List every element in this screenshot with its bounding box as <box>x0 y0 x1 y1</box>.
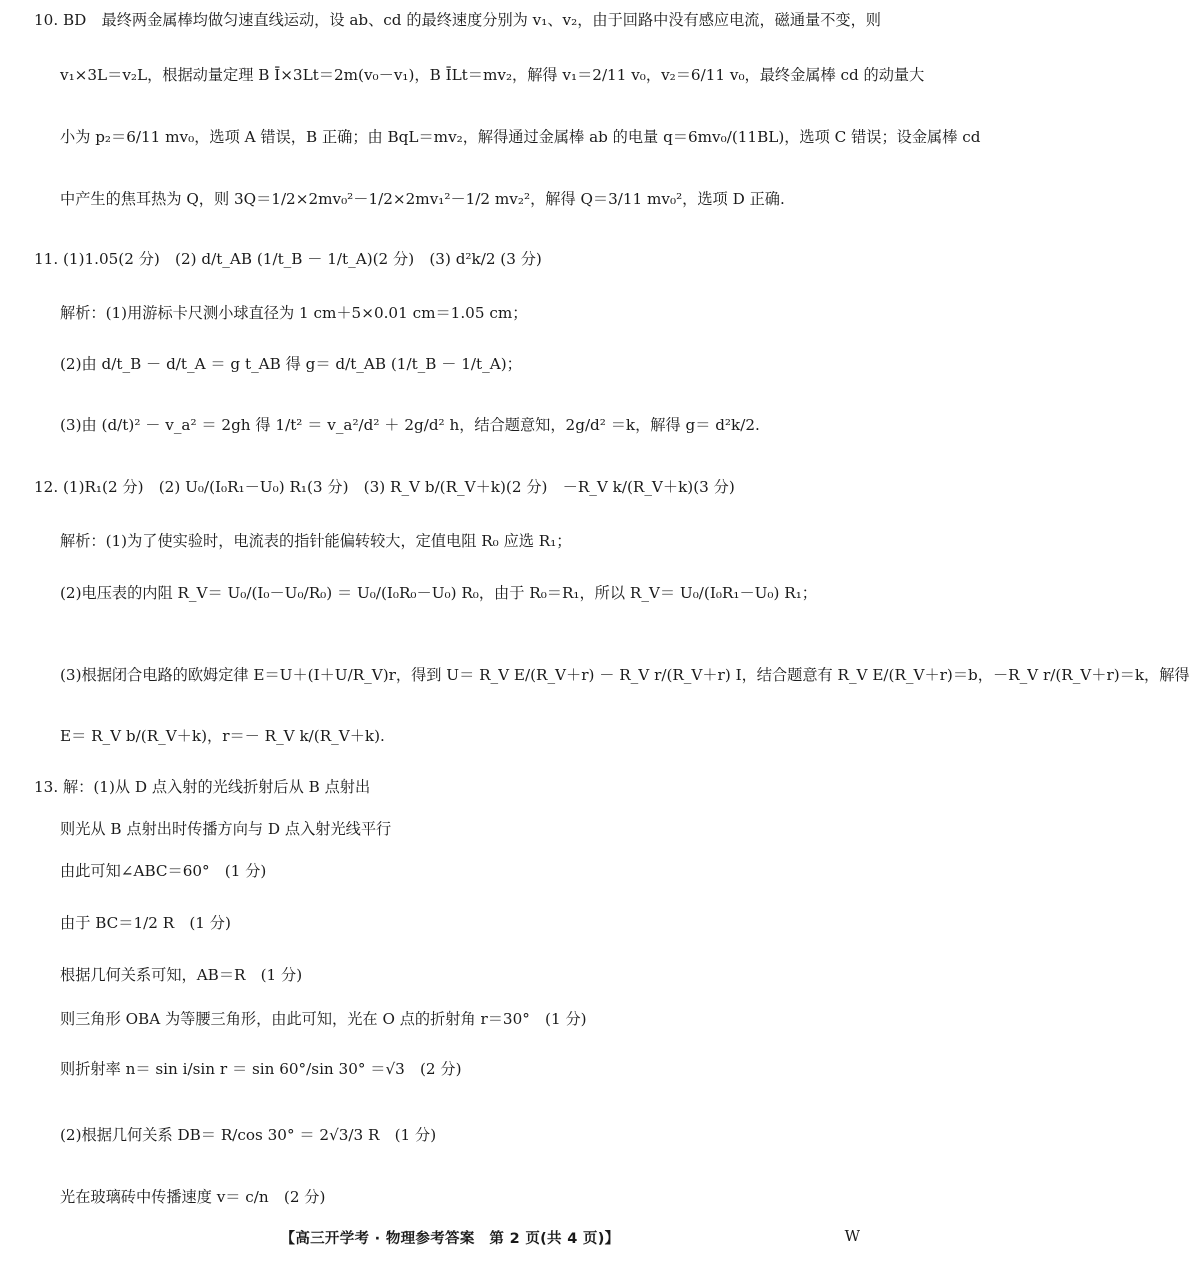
q11-analysis-1: 解析：(1)用游标卡尺测小球直径为 1 cm＋5×0.01 cm＝1.05 cm； <box>60 304 528 322</box>
q12-analysis-2: (2)电压表的内阻 R_V＝ U₀/(I₀－U₀/R₀) ＝ U₀/(I₀R₀－U₀) R₀，由于 R₀＝R₁，所以 R_V＝ U₀/(I₀R₁－U₀) R₁； <box>60 584 817 602</box>
q12-analysis-1: 解析：(1)为了使实验时，电流表的指针能偏转较大，定值电阻 R₀ 应选 R₁； <box>60 532 572 550</box>
q11-analysis-3: (3)由 (d/t)² － v_a² ＝ 2gh 得 1/t² ＝ v_a²/d² ＋ 2g/d² h，结合题意知，2g/d² ＝k，解得 g＝ d²k/2. <box>60 416 760 434</box>
q13-line-7: 则折射率 n＝ sin i/sin r ＝ sin 60°/sin 30° ＝√3 (2 分) <box>60 1060 462 1078</box>
q11-analysis-2: (2)由 d/t_B － d/t_A ＝ g t_AB 得 g＝ d/t_AB (1/t_B － 1/t_A)； <box>60 355 522 373</box>
q10-line-1: 10. BD 最终两金属棒均做匀速直线运动，设 ab、cd 的最终速度分别为 v₁、v₂，由于回路中没有感应电流，磁通量不变，则 <box>34 11 881 29</box>
q12-answer-line: 12. (1)R₁(2 分) (2) U₀/(I₀R₁－U₀) R₁(3 分) (3) R_V b/(R_V＋k)(2 分) －R_V k/(R_V＋k)(3 分) <box>34 478 735 496</box>
q12-analysis-4: E＝ R_V b/(R_V＋k)，r＝－ R_V k/(R_V＋k). <box>60 727 385 745</box>
q13-line-9: 光在玻璃砖中传播速度 v＝ c/n (2 分) <box>60 1188 326 1206</box>
q13-line-4: 由于 BC＝1/2 R (1 分) <box>60 914 231 932</box>
page-footer: 【高三开学考 · 物理参考答案 第 2 页(共 4 页)】 <box>280 1231 620 1247</box>
q12-analysis-3: (3)根据闭合电路的欧姆定律 E＝U＋(I＋U/R_V)r，得到 U＝ R_V E/(R_V＋r) － R_V r/(R_V＋r) I，结合题意有 R_V E/(R_V＋r)＝b，－R_V r/(R_V＋r)＝k，解得 <box>60 666 1190 684</box>
corner-mark: W <box>844 1227 860 1245</box>
q10-line-2: v₁×3L＝v₂L，根据动量定理 B Ī×3Lt＝2m(v₀－v₁)，B ĪLt＝mv₂，解得 v₁＝2/11 v₀，v₂＝6/11 v₀，最终金属棒 cd 的动量大 <box>60 66 925 84</box>
q13-line-2: 则光从 B 点射出时传播方向与 D 点入射光线平行 <box>60 820 392 838</box>
q10-line-3: 小为 p₂＝6/11 mv₀，选项 A 错误，B 正确；由 BqL＝mv₂，解得通过金属棒 ab 的电量 q＝6mv₀/(11BL)，选项 C 错误；设金属棒 cd <box>60 128 981 146</box>
q13-line-6: 则三角形 OBA 为等腰三角形，由此可知，光在 O 点的折射角 r＝30° (1 分) <box>60 1010 587 1028</box>
q13-line-8: (2)根据几何关系 DB＝ R/cos 30° ＝ 2√3/3 R (1 分) <box>60 1126 437 1144</box>
q13-line-1: 13. 解：(1)从 D 点入射的光线折射后从 B 点射出 <box>34 778 371 796</box>
q11-answer-line: 11. (1)1.05(2 分) (2) d/t_AB (1/t_B － 1/t_A)(2 分) (3) d²k/2 (3 分) <box>34 250 542 268</box>
q10-line-4: 中产生的焦耳热为 Q，则 3Q＝1/2×2mv₀²－1/2×2mv₁²－1/2 mv₂²，解得 Q＝3/11 mv₀²，选项 D 正确. <box>60 190 785 208</box>
q13-line-3: 由此可知∠ABC＝60° (1 分) <box>60 862 267 880</box>
q13-line-5: 根据几何关系可知，AB＝R (1 分) <box>60 966 303 984</box>
